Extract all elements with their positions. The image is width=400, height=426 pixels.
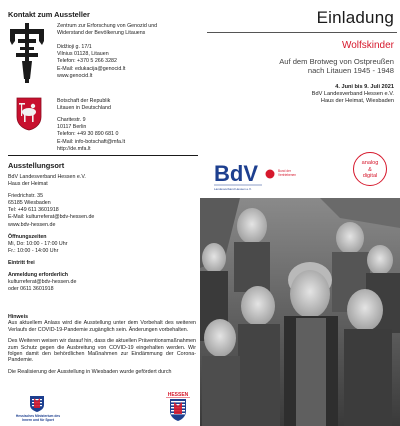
venue-details: BdV Landesverband Hessen e.V. Haus der Heimat Friedrichstr. 35 65185 Wiesbaden Tel: +49 611 3601918 E-Mail: kulturreferat@bdv-hessen.de www.bdv-hessen.de Öffnungszeiten Mi, Do: 10:00 - 17:00 Uhr Fr.: 10:00 - 14:00 Uhr Eintritt frei Anmeldung erforderlich kulturreferat@bdv-hessen.de oder 0611 3601918 bbox=[8, 174, 196, 293]
embassy-website[interactable]: http://de.mfa.lt bbox=[57, 145, 91, 152]
invitation-column bbox=[200, 0, 400, 426]
genocide-center-cross-logo bbox=[10, 23, 44, 83]
bdv-logo bbox=[214, 160, 297, 192]
exhibition-dates: 4. Juni bis 9. Juli 2021 bbox=[335, 84, 394, 90]
svg-text:Landesverband Hessen e.V.: Landesverband Hessen e.V. bbox=[214, 187, 252, 191]
lithuania-coat-of-arms bbox=[16, 97, 42, 131]
svg-text:Hessisches Ministerium des: Hessisches Ministerium des bbox=[15, 414, 61, 418]
invitation-title: Einladung bbox=[316, 8, 394, 27]
venue-heading: Ausstellungsort bbox=[8, 161, 65, 170]
genocide-center-name: Zentrum zur Erforschung von Genozid und Widerstand der Bevölkerung Litauens bbox=[57, 23, 158, 36]
svg-text:Vertriebenen: Vertriebenen bbox=[278, 173, 297, 177]
svg-text:BdV: BdV bbox=[214, 161, 258, 186]
children-photograph bbox=[200, 198, 400, 426]
hessen-state-logo bbox=[158, 390, 198, 422]
genocide-center-address: Didžioji g. 17/1 Vilnius 01128, Litauen Telefon: +370 5 266 3282 E-Mail: edukacija@genocid.lt www.genocid.lt bbox=[57, 44, 195, 80]
exhibition-name: Wolfskinder bbox=[341, 40, 394, 51]
svg-text:Bund der: Bund der bbox=[278, 169, 291, 173]
title-divider bbox=[207, 32, 397, 33]
exhibition-subtitle: Auf dem Brotweg von Ostpreußen nach Litauen 1945 - 1948 bbox=[279, 57, 394, 75]
center-website[interactable]: www.genocid.lt bbox=[57, 72, 93, 79]
signup-email[interactable]: kulturreferat@bdv-hessen.de bbox=[8, 279, 77, 286]
contact-heading: Kontakt zum Aussteller bbox=[8, 10, 90, 19]
venue-email[interactable]: E-Mail: kulturreferat@bdv-hessen.de bbox=[8, 214, 95, 221]
notice-paragraph: Aus aktuellem Anlass wird die Ausstellung unter dem Vorbehalt des weiteren Verlaufs der COVID-19-Pandemie zugänglich sein. Änderungen vorbehalten. bbox=[8, 320, 196, 333]
signup-label: Anmeldung erforderlich bbox=[8, 272, 69, 279]
analog-digital-badge: analog & digital bbox=[353, 152, 387, 186]
embassy-name: Botschaft der Republik Litauen in Deutschland bbox=[57, 98, 111, 111]
opening-hours-label: Öffnungszeiten bbox=[8, 233, 47, 240]
notice-section bbox=[8, 314, 196, 375]
notice-paragraph: Die Realisierung der Ausstellung in Wiesbaden wurde gefördert durch bbox=[8, 368, 172, 375]
svg-text:Innern und für Sport: Innern und für Sport bbox=[22, 418, 54, 422]
venue-website[interactable]: www.bdv-hessen.de bbox=[8, 221, 56, 228]
embassy-address: Charitestr. 9 10117 Berlin Telefon: +49 30 890 681 0 E-Mail: info-botschaft@mfa.lt http://de.mfa.lt bbox=[57, 117, 195, 153]
center-email[interactable]: E-Mail: edukacija@genocid.lt bbox=[57, 65, 126, 72]
svg-text:HESSEN: HESSEN bbox=[167, 392, 189, 398]
organizer-info: BdV Landesverband Hessen e.V. Haus der Heimat, Wiesbaden bbox=[311, 91, 394, 104]
hessen-ministry-logo bbox=[8, 396, 68, 422]
notice-label: Hinweis bbox=[8, 314, 29, 320]
section-divider bbox=[8, 155, 198, 156]
entry-free-label: Eintritt frei bbox=[8, 259, 35, 266]
contact-column bbox=[0, 0, 199, 426]
embassy-email[interactable]: E-Mail: info-botschaft@mfa.lt bbox=[57, 138, 126, 145]
notice-paragraph: Des Weiteren weisen wir darauf hin, dass die aktuellen Präventionsmaßnahmen zum Schutz gegen die Ausbreitung von COVID-19 eingehalten werden. Wir folgen damit den behördlichen Maßnahmen zur Eindämmung der Corona-Pandemie. bbox=[8, 338, 196, 364]
